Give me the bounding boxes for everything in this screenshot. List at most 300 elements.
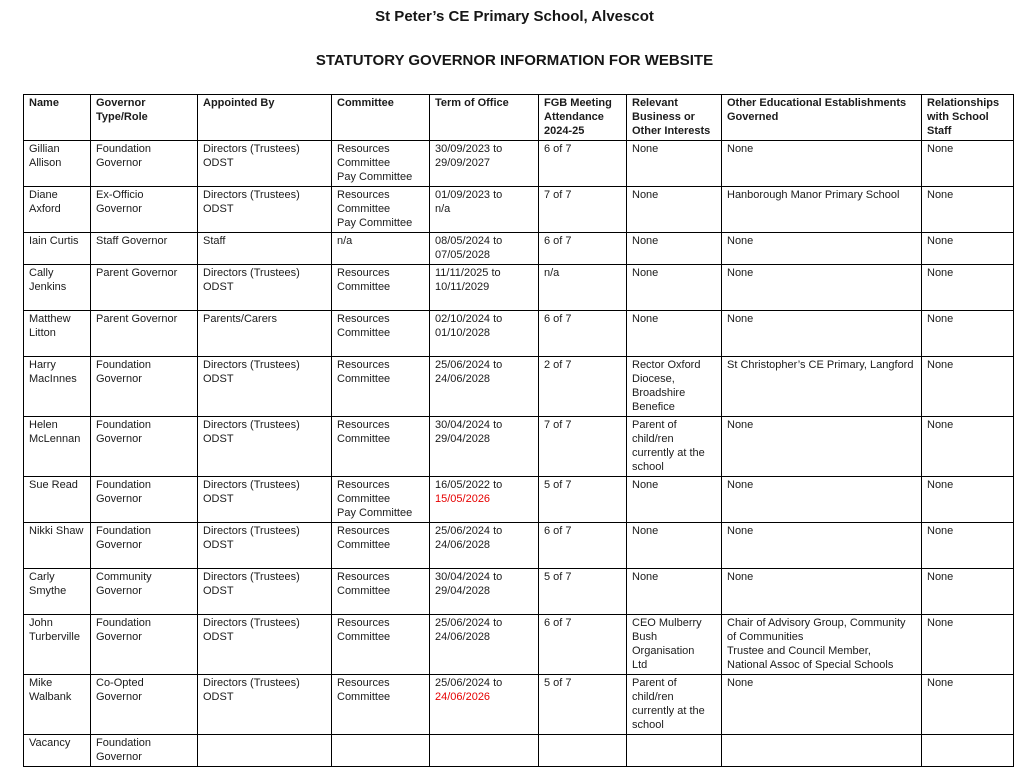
cell-line: Directors (Trustees) [203,143,300,155]
cell-line: 30/04/2024 to [435,419,503,431]
table-cell [332,477,430,523]
cell-line: Walbank [29,691,72,703]
table-cell [198,187,332,233]
table-cell [430,233,539,265]
cell-line: 01/10/2028 [435,327,491,339]
cell-line: Parents/Carers [203,313,277,325]
cell-line: National Assoc of Special Schools [727,659,894,671]
cell-line: Foundation [96,143,152,155]
cell-line: 6 of 7 [544,235,572,247]
cell-line: Hanborough Manor Primary School [727,189,900,201]
cell-line: Resources [337,677,390,689]
table-cell [922,187,1014,233]
cell-line: Rector Oxford [632,359,701,371]
table-cell [539,357,627,417]
cell-line: Turberville [29,631,80,643]
table-row [24,523,1014,569]
cell-line: None [927,479,954,491]
table-cell [198,233,332,265]
cell-line: n/a [337,235,353,247]
table-cell [922,569,1014,615]
cell-line: Directors (Trustees) [203,571,300,583]
cell-line: None [632,525,659,537]
table-cell [332,265,430,311]
table-cell [332,615,430,675]
table-cell [198,311,332,357]
cell-line: None [632,267,659,279]
table-cell [539,735,627,767]
cell-line: Directors (Trustees) [203,419,300,431]
table-cell [24,233,91,265]
table-cell [24,675,91,735]
table-cell [24,417,91,477]
cell-line: Governor [96,631,142,643]
table-cell [922,311,1014,357]
cell-line: child/ren [632,433,674,445]
table-cell [722,141,922,187]
table-cell [539,569,627,615]
cell-line: 25/06/2024 to [435,617,503,629]
cell-line: Governor [96,585,142,597]
table-cell [198,569,332,615]
cell-line [337,552,425,566]
cell-line: currently at the [632,705,705,717]
cell-line: Foundation [96,525,152,537]
cell-line: Committee [337,203,391,215]
cell-line: Governor [96,157,142,169]
cell-line: Foundation [96,419,152,431]
cell-line: Nikki Shaw [29,525,84,537]
table-cell [91,141,198,187]
table-cell [922,477,1014,523]
column-header [332,95,430,141]
table-cell [922,675,1014,735]
cell-line: Trustee and Council Member, [727,645,871,657]
table-cell [91,357,198,417]
cell-line: Governor [96,493,142,505]
cell-line: Cally [29,267,54,279]
table-cell [539,187,627,233]
page-subtitle: STATUTORY GOVERNOR INFORMATION FOR WEBSITE [315,52,714,69]
cell-line: 15/05/2026 [435,493,491,505]
cell-line: None [927,313,954,325]
table-cell [91,311,198,357]
cell-line: ODST [203,631,234,643]
cell-line: Directors (Trustees) [203,617,300,629]
cell-line: 7 of 7 [544,419,572,431]
cell-line: 24/06/2028 [435,373,491,385]
table-row [24,477,1014,523]
cell-line: Resources [337,571,390,583]
cell-line: 29/04/2028 [435,585,491,597]
cell-line: Ltd [632,659,648,671]
cell-line: Resources [337,267,390,279]
table-cell [198,523,332,569]
cell-line: None [927,617,954,629]
cell-line: None [632,571,659,583]
table-cell [430,615,539,675]
cell-line: Parent of [632,677,677,689]
cell-line: 29/09/2027 [435,157,491,169]
cell-line: 25/06/2024 to [435,525,503,537]
cell-line: Staff [927,125,952,137]
cell-line: Directors (Trustees) [203,189,300,201]
cell-line: Attendance [544,111,604,123]
cell-line: Pay Committee [337,217,413,229]
table-cell [332,523,430,569]
table-cell [198,735,332,767]
cell-line: Directors (Trustees) [203,525,300,537]
cell-line: 5 of 7 [544,677,572,689]
table-cell [539,141,627,187]
cell-line: 6 of 7 [544,313,572,325]
cell-line: Other Educational Establishments [727,97,907,109]
table-row [24,417,1014,477]
cell-line: child/ren [632,691,674,703]
table-cell [198,615,332,675]
table-cell [627,233,722,265]
cell-line: Foundation [96,737,152,749]
cell-line: 11/11/2025 to [435,267,501,279]
table-cell [332,311,430,357]
table-cell [198,357,332,417]
table-cell [332,233,430,265]
cell-line: currently at the [632,447,705,459]
cell-line: n/a [544,267,560,279]
cell-line: Committee [337,433,391,445]
table-cell [539,233,627,265]
table-cell [627,265,722,311]
cell-line: ODST [203,493,234,505]
table-cell [430,735,539,767]
table-row [24,357,1014,417]
table-cell [91,265,198,311]
cell-line: None [727,235,754,247]
cell-line: Type/Role [96,111,148,123]
cell-line: Parent Governor [96,267,178,279]
cell-line: None [927,267,954,279]
cell-line: Committee [337,327,391,339]
cell-line: Diocese, [632,373,675,385]
cell-line: Committee [337,631,391,643]
cell-line: 7 of 7 [544,189,572,201]
table-cell [922,233,1014,265]
cell-line: None [927,189,954,201]
table-cell [722,417,922,477]
cell-line: Organisation [632,645,695,657]
cell-line: Iain Curtis [29,235,79,247]
cell-line: Staff Governor [96,235,168,247]
cell-line: Resources [337,419,390,431]
cell-line: Resources [337,313,390,325]
cell-line: Committee [337,97,394,109]
cell-line: Governor [96,539,142,551]
table-cell [627,675,722,735]
table-cell [722,675,922,735]
cell-line: 6 of 7 [544,143,572,155]
cell-line: Mike [29,677,53,689]
cell-line: None [927,677,954,689]
table-cell [332,675,430,735]
cell-line: Litton [29,327,56,339]
table-row [24,311,1014,357]
table-cell [922,265,1014,311]
table-cell [24,615,91,675]
cell-line: Directors (Trustees) [203,267,300,279]
table-cell [24,357,91,417]
table-cell [198,477,332,523]
cell-line: St Christopher’s CE Primary, Langford [727,359,914,371]
cell-line: 2 of 7 [544,359,572,371]
column-header [722,95,922,141]
table-row [24,735,1014,767]
cell-line: 5 of 7 [544,479,572,491]
cell-line: Relevant [632,97,678,109]
table-cell [627,569,722,615]
table-cell [430,523,539,569]
cell-line: 6 of 7 [544,525,572,537]
cell-line: 08/05/2024 to [435,235,503,247]
cell-line: None [727,525,754,537]
table-cell [91,417,198,477]
cell-line: 25/06/2024 to [435,677,503,689]
cell-line: ODST [203,691,234,703]
table-cell [430,417,539,477]
cell-line: Resources [337,143,390,155]
cell-line: Relationships [927,97,1000,109]
cell-line: Carly [29,571,55,583]
cell-line: 10/11/2029 [435,281,490,293]
cell-line: ODST [203,539,234,551]
cell-line: Smythe [29,585,67,597]
table-body [24,141,1014,767]
cell-line: 25/06/2024 to [435,359,503,371]
cell-line: Resources [337,617,390,629]
cell-line: Pay Committee [337,507,413,519]
cell-line [337,340,425,354]
cell-line: Committee [337,157,391,169]
cell-line: Vacancy [29,737,71,749]
cell-line: Committee [337,493,391,505]
cell-line: None [727,479,754,491]
table-cell [430,265,539,311]
table-cell [430,141,539,187]
table-cell [332,569,430,615]
cell-line: Co-Opted [96,677,144,689]
cell-line: 24/06/2028 [435,539,491,551]
table-cell [91,523,198,569]
cell-line: Sue Read [29,479,78,491]
table-cell [430,569,539,615]
cell-line: Name [29,97,59,109]
cell-line: None [727,677,754,689]
cell-line: Helen [29,419,58,431]
table-cell [91,233,198,265]
cell-line: None [927,235,954,247]
table-cell [722,265,922,311]
cell-line: None [727,419,754,431]
table-cell [722,523,922,569]
cell-line: Committee [337,373,391,385]
cell-line: Committee [337,585,391,597]
table-row [24,569,1014,615]
cell-line: None [727,143,754,155]
cell-line: Resources [337,479,390,491]
cell-line: None [727,267,754,279]
cell-line: with School [927,111,989,123]
table-cell [91,187,198,233]
table-cell [627,187,722,233]
table-cell [430,311,539,357]
table-cell [539,615,627,675]
cell-line [337,598,425,612]
cell-line: Directors (Trustees) [203,677,300,689]
cell-line: Directors (Trustees) [203,479,300,491]
table-cell [627,477,722,523]
cell-line: Axford [29,203,61,215]
cell-line: school [632,461,664,473]
table-row [24,265,1014,311]
cell-line: 29/04/2028 [435,433,491,445]
cell-line: Parent Governor [96,313,178,325]
table-cell [91,569,198,615]
table-cell [332,357,430,417]
table-cell [627,311,722,357]
cell-line: FGB Meeting [544,97,612,109]
cell-line: Governor [96,97,146,109]
cell-line: Parent of [632,419,677,431]
cell-line: None [632,189,659,201]
cell-line [337,294,425,308]
table-cell [922,417,1014,477]
cell-line: ODST [203,281,234,293]
cell-line: Resources [337,189,390,201]
table-cell [24,187,91,233]
cell-line: None [727,571,754,583]
table-cell [24,265,91,311]
cell-line: Governor [96,691,142,703]
cell-line: Community [96,571,152,583]
cell-line: 24/06/2028 [435,631,491,643]
cell-line: None [927,143,954,155]
cell-line: ODST [203,433,234,445]
table-cell [332,141,430,187]
cell-line: None [727,313,754,325]
column-header [91,95,198,141]
cell-line: ODST [203,157,234,169]
cell-line: Bush [632,631,658,643]
column-header [24,95,91,141]
cell-line: Chair of Advisory Group, Community [727,617,906,629]
table-cell [332,735,430,767]
cell-line: Allison [29,157,62,169]
cell-line: Appointed By [203,97,275,109]
table-cell [91,477,198,523]
cell-line: ODST [203,373,234,385]
table-cell [91,615,198,675]
table-cell [627,357,722,417]
cell-line: Committee [337,691,391,703]
cell-line: Staff [203,235,226,247]
column-header [922,95,1014,141]
table-cell [922,523,1014,569]
cell-line: None [632,479,659,491]
table-cell [430,675,539,735]
table-cell [24,477,91,523]
table-row [24,675,1014,735]
cell-line: Matthew [29,313,71,325]
table-cell [198,675,332,735]
table-cell [722,311,922,357]
cell-line: McLennan [29,433,81,445]
table-row [24,615,1014,675]
cell-line: 2024-25 [544,125,585,137]
cell-line: Committee [337,281,391,293]
table-cell [722,569,922,615]
table-cell [539,523,627,569]
table-cell [430,477,539,523]
cell-line: Foundation [96,617,152,629]
cell-line: None [632,143,659,155]
table-cell [627,141,722,187]
cell-line: Foundation [96,359,152,371]
cell-line: None [632,313,659,325]
cell-line: None [927,525,954,537]
cell-line: 24/06/2026 [435,691,491,703]
table-cell [198,265,332,311]
table-cell [198,141,332,187]
table-cell [722,233,922,265]
cell-line: of Communities [727,631,804,643]
table-cell [922,141,1014,187]
page-title: St Peter’s CE Primary School, Alvescot [375,8,654,25]
table-cell [922,357,1014,417]
table-cell [91,675,198,735]
cell-line: 07/05/2028 [435,249,491,261]
table-cell [722,187,922,233]
cell-line: 30/09/2023 to [435,143,503,155]
cell-line: 02/10/2024 to [435,313,503,325]
cell-line: 01/09/2023 to [435,189,503,201]
column-header [430,95,539,141]
table-row [24,233,1014,265]
cell-line: CEO Mulberry [632,617,702,629]
table-cell [430,357,539,417]
cell-line: n/a [435,203,451,215]
table-cell [722,357,922,417]
cell-line: 16/05/2022 to [435,479,503,491]
cell-line: Benefice [632,401,675,413]
governors-table [23,94,1014,767]
table-cell [627,735,722,767]
table-cell [24,311,91,357]
table-row [24,187,1014,233]
table-cell [91,735,198,767]
table-cell [539,477,627,523]
cell-line: school [632,719,664,731]
cell-line: Gillian [29,143,60,155]
header-row [24,95,1014,141]
cell-line: Governor [96,373,142,385]
table-cell [539,417,627,477]
table-cell [627,523,722,569]
table-cell [722,477,922,523]
column-header [198,95,332,141]
cell-line: Term of Office [435,97,509,109]
cell-line: Governor [96,203,142,215]
table-cell [539,311,627,357]
cell-line: 6 of 7 [544,617,572,629]
